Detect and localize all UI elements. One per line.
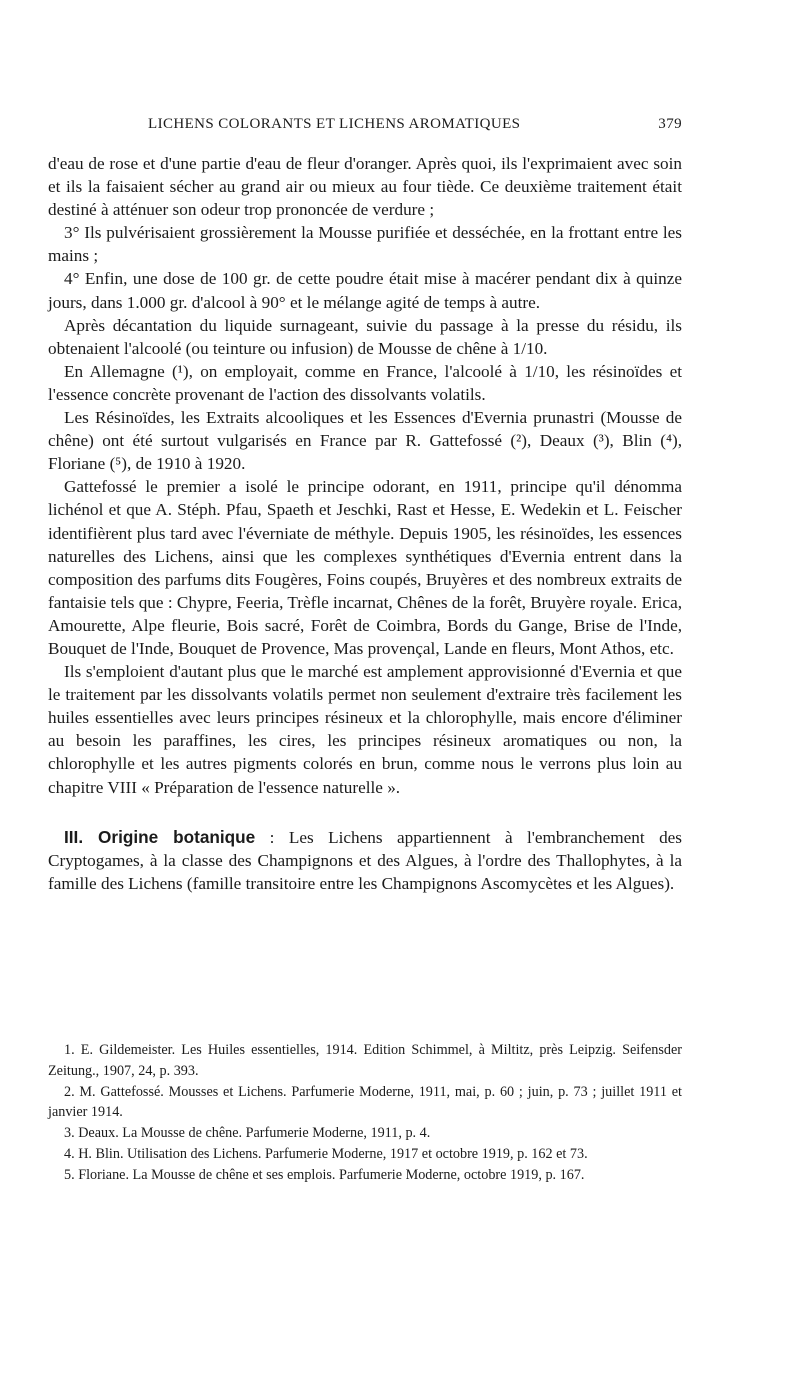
running-title: LICHENS COLORANTS ET LICHENS AROMATIQUES	[148, 116, 521, 132]
paragraph-continuation: d'eau de rose et d'une partie d'eau de fleur d'oranger. Après quoi, ils l'exprimaient avec soin et ils la faisaient sécher au grand air ou mieux au four tiède. Ce deuxième traitement était destiné à atténuer son odeur trop prononcée de verdure ;	[48, 154, 682, 220]
paragraph-gattefosse: Gattefossé le premier a isolé le principe odorant, en 1911, principe qu'il dénomma lichénol et que A. Stéph. Pfau, Spaeth et Jeschki, Rast et Hesse, E. Wedekin et L. Feischer identifièrent plus tard avec l'éverniate de méthyle. Depuis 1905, les résinoïdes, les essences naturelles des Lichens, ainsi que les complexes synthétiques d'Evernia entrent dans la composition des parfums dits Fougères, Foins coupés, Bruyères et des nombreux extraits de fantaisie tels que : Chypre, Feeria, Trèfle incarnat, Chênes de la forêt, Bruyère royale. Erica, Amourette, Alpe fleurie, Bois sacré, Forêt de Coimbra, Bords du Gange, Brise de l'Inde, Bouquet de l'Inde, Bouquet de Provence, Mas provençal, Lande en fleurs, Mont Athos, etc.	[48, 477, 682, 658]
paragraph-decantation: Après décantation du liquide surnageant, suivie du passage à la presse du résidu, ils obtenaient l'alcoolé (ou teinture ou infusion) de Mousse de chêne à 1/10.	[48, 315, 682, 358]
footnote-5: 5. Floriane. La Mousse de chêne et ses emplois. Parfumerie Moderne, octobre 1919, p. 167.	[64, 1166, 585, 1183]
section-heading: III. Origine botanique	[64, 826, 256, 847]
footnote-1: 1. E. Gildemeister. Les Huiles essentielles, 1914. Edition Schimmel, à Miltitz, près Leipzig. Seifensder Zeitung., 1907, 24, p. 393.	[48, 1042, 682, 1079]
paragraph-step-3: 3° Ils pulvérisaient grossièrement la Mousse purifiée et desséchée, en la frottant entre les mains ;	[48, 223, 682, 266]
footnote-3: 3. Deaux. La Mousse de chêne. Parfumerie Moderne, 1911, p. 4.	[64, 1125, 431, 1142]
paragraph-step-4: 4° Enfin, une dose de 100 gr. de cette poudre était mise à macérer pendant dix à quinze jours, dans 1.000 gr. d'alcool à 90° et le mélange agité de temps à autre.	[48, 269, 682, 312]
paragraph-allemagne: En Allemagne (¹), on employait, comme en France, l'alcoolé à 1/10, les résinoïdes et l'essence concrète provenant de l'action des dissolvants volatils.	[48, 361, 682, 404]
footnote-4: 4. H. Blin. Utilisation des Lichens. Parfumerie Moderne, 1917 et octobre 1919, p. 162 et 73.	[64, 1145, 588, 1162]
footnotes	[48, 1040, 682, 1186]
footnote-2: 2. M. Gattefossé. Mousses et Lichens. Parfumerie Moderne, 1911, mai, p. 60 ; juin, p. 73 ; juillet 1911 et janvier 1914.	[48, 1083, 682, 1121]
paragraph-resinoides: Les Résinoïdes, les Extraits alcooliques et les Essences d'Evernia prunastri (Mousse de chêne) ont été surtout vulgarisés en France par R. Gattefossé (²), Deaux (³), Blin (⁴), Floriane (⁵), de 1910 à 1920.	[48, 408, 682, 474]
page-number: 379	[658, 116, 682, 132]
running-header	[148, 116, 682, 133]
paragraph-origine-botanique	[48, 826, 682, 895]
paragraph-emploi: Ils s'emploient d'autant plus que le marché est amplement approvisionné d'Evernia et que le traitement par les dissolvants volatils permet non seulement d'extraire très facilement les huiles essentielles avec leurs principes résineux et la chlorophylle, mais encore d'éliminer au besoin les paraffines, les cires, les principes résineux aromatiques ou non, la chlorophylle et les autres pigments colorés en brun, comme nous le verrons plus loin au chapitre VIII « Préparation de l'essence naturelle ».	[48, 662, 682, 797]
main-text	[48, 152, 682, 895]
section-text: : Les Lichens appartiennent à l'embranchement des Cryptogames, à la classe des Champignons et des Algues, à l'ordre des Thallophytes, à la famille des Lichens (famille transitoire entre les Champignons Ascomycètes et les Algues).	[48, 827, 682, 893]
